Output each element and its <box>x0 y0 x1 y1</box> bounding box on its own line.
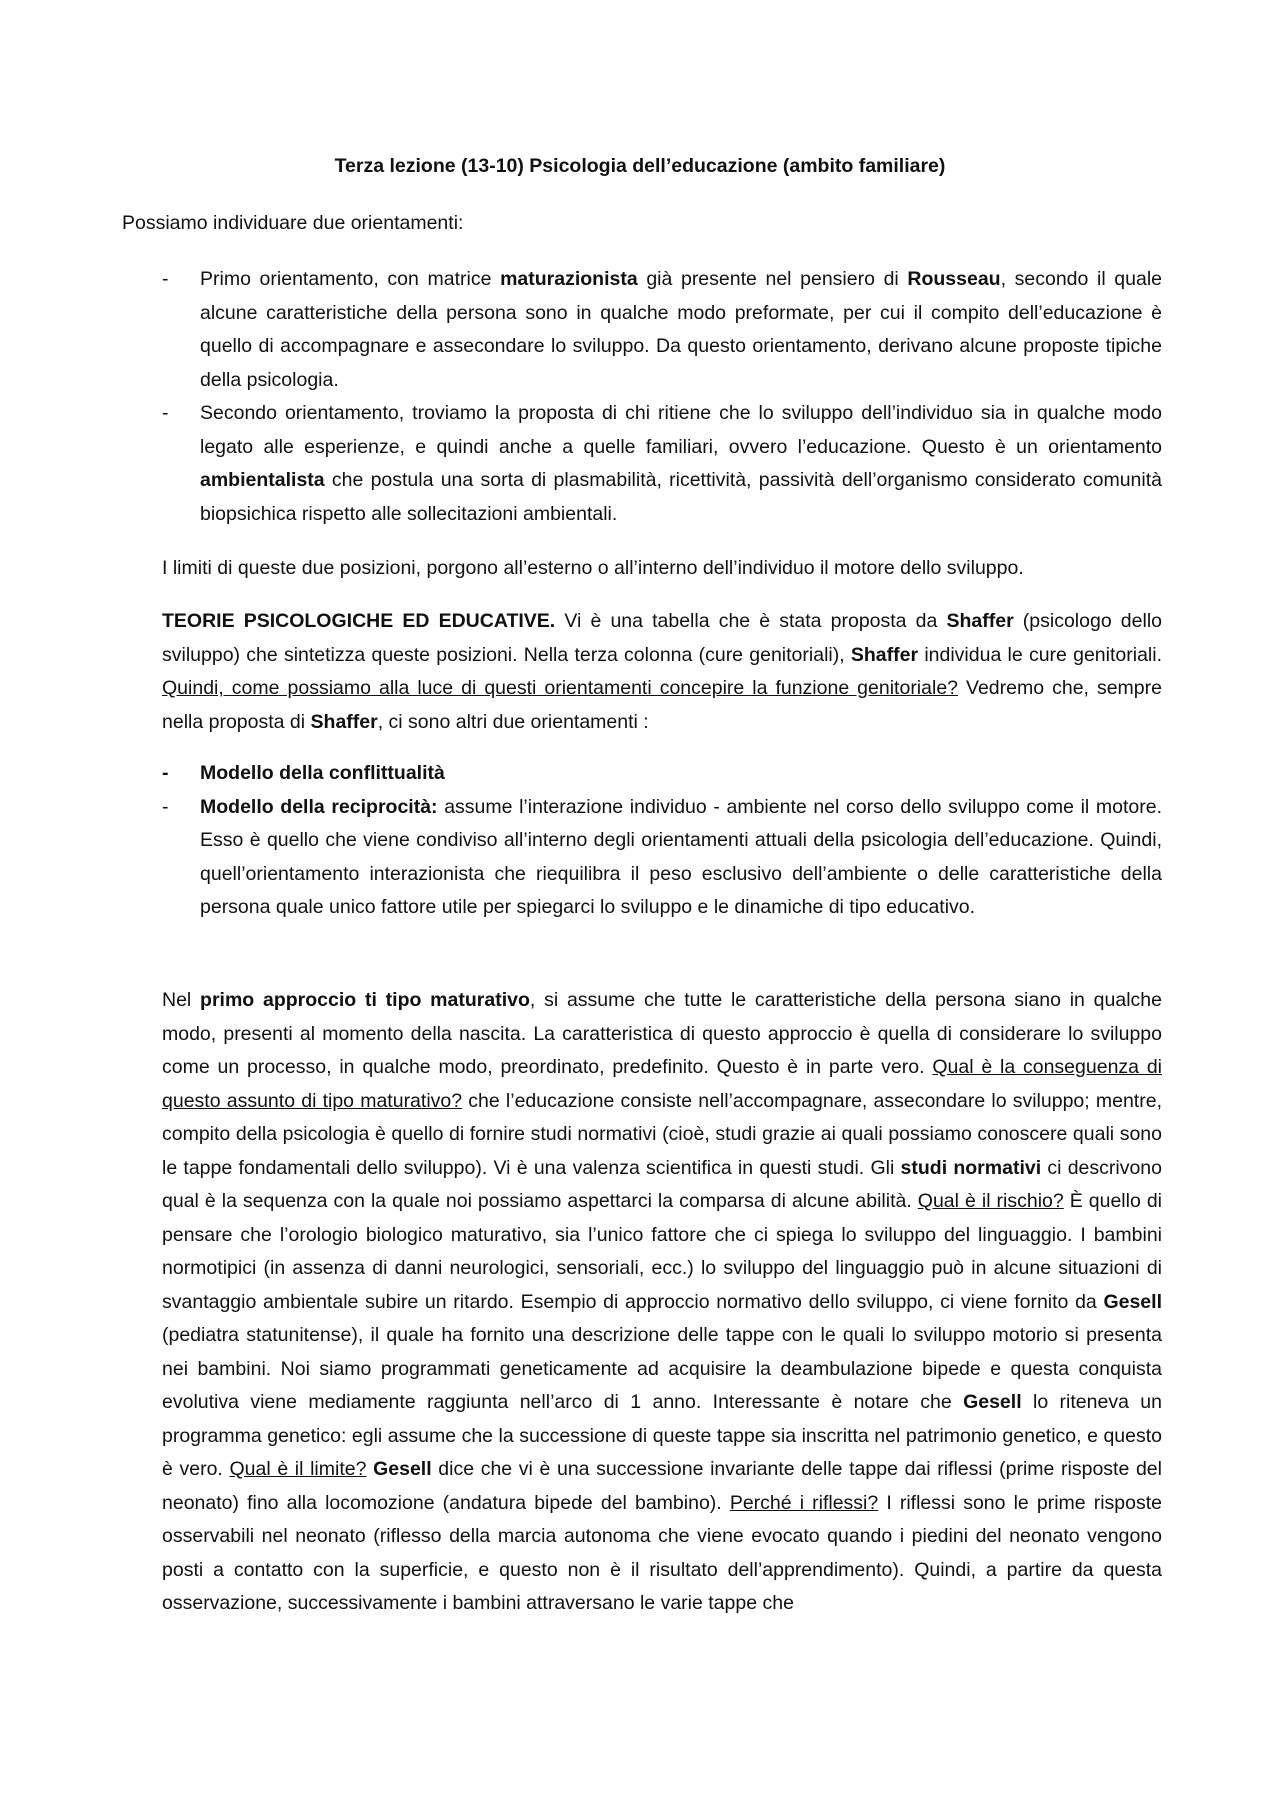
bullet-dash: - <box>162 402 169 424</box>
text-run: ci descrivono qual è la sequenza con la quale noi possiamo aspettarci la comparsa di alcune abilità. <box>162 1156 1162 1212</box>
underlined-question: Qual è la conseguenza di questo assunto di tipo maturativo? <box>162 1056 1162 1112</box>
text-run: , si assume che tutte le caratteristiche della persona siano in qualche modo, presenti al momento della nascita. La caratteristica di questo approccio è quella di considerare lo sviluppo come un processo, in qualche modo, preordinato, predefinito. Questo è in parte vero. <box>162 989 1162 1078</box>
text-run: I riflessi sono le prime risposte osservabili nel neonato (riflesso della marcia autonoma che viene evocato quando i piedini del neonato vengono posti a contatto con la superficie, e questo non è il risultato dell’apprendimento). Quindi, a partire da questa osservazione, successivamente i bambini attraversano le varie tappe che <box>162 1491 1162 1614</box>
bold-term: Gesell <box>373 1458 432 1480</box>
list-item-reciprocita <box>122 791 1162 925</box>
teorie-paragraph <box>162 605 1162 739</box>
modelli-list <box>122 757 1162 925</box>
text-run: , secondo il quale alcune caratteristiche della persona sono in qualche modo preformate, per cui il compito dell’educazione è quello di accompagnare e assecondare lo sviluppo. Da questo orientamento, derivano alcune proposte tipiche della psicologia. <box>200 268 1163 391</box>
bullet-dash: - <box>162 762 169 784</box>
bold-term: Gesell <box>963 1391 1022 1413</box>
intro-paragraph: Possiamo individuare due orientamenti: <box>122 212 464 234</box>
bold-term: ambientalista <box>200 469 325 491</box>
underlined-question: Perché i riflessi? <box>729 1491 879 1514</box>
text-run: lo riteneva un programma genetico: egli assume che la successione di queste tappe sia inscritta nel patrimonio genetico, e questo è vero. <box>162 1391 1163 1480</box>
text-run: , ci sono altri due orientamenti : <box>377 710 649 733</box>
bold-term: studi normativi <box>900 1156 1042 1179</box>
orientamenti-list <box>122 263 1162 531</box>
bold-term: Shaffer <box>946 610 1014 632</box>
text-run: che l’educazione consiste nell’accompagnare, assecondare lo sviluppo; mentre, compito della psicologia è quello di fornire studi normativi (cioè, studi grazie ai quali possiamo conoscere quali sono le tappe fondamentali dello sviluppo). Vi è una valenza scientifica in questi studi. Gli <box>162 1089 1162 1179</box>
bold-term: Shaffer <box>850 643 919 666</box>
text-run: È quello di pensare che l’orologio biologico maturativo, sia l’unico fattore che ci spiega lo sviluppo del linguaggio. I bambini normotipici (in assenza di danni neurologici, sensoriali, ecc.) lo sviluppo del linguaggio può in alcune situazioni di svantaggio ambientale subire un ritardo. Esempio di approccio normativo dello sviluppo, ci viene fornito da <box>162 1190 1162 1313</box>
text-run: Secondo orientamento, troviamo la proposta di chi ritiene che lo sviluppo dell’individuo sia in qualche modo legato alle esperienze, e quindi anche a quelle familiari, ovvero l’educazione. Questo è un orientamento <box>200 402 1162 458</box>
underlined-question: Qual è il rischio? <box>917 1190 1064 1212</box>
text-run: già presente nel pensiero di <box>637 268 908 290</box>
limiti-paragraph: I limiti di queste due posizioni, porgono all’esterno o all’interno dell’individuo il motore dello sviluppo. <box>162 557 1024 579</box>
bold-term: Modello della reciprocità: <box>200 795 438 818</box>
list-item-conflittualita <box>122 757 1162 791</box>
text-run: Vedremo che, sempre nella proposta di <box>162 677 1162 733</box>
text-run: Nel <box>162 989 201 1011</box>
bold-term: Shaffer <box>310 710 378 733</box>
section-heading: TEORIE PSICOLOGICHE ED EDUCATIVE. <box>162 610 556 632</box>
text-run: Vi è una tabella che è stata proposta da <box>555 610 947 632</box>
list-item-secondo-orientamento <box>122 397 1162 531</box>
bold-term: Gesell <box>1103 1290 1162 1313</box>
approccio-paragraph <box>162 984 1162 1621</box>
underlined-question: Quindi, come possiamo alla luce di questi orientamenti concepire la funzione genitoriale? <box>162 677 959 699</box>
text-run: Primo orientamento, con matrice <box>200 268 501 290</box>
text-run: (pediatra statunitense), il quale ha fornito una descrizione delle tappe con le quali lo sviluppo motorio si presenta nei bambini. Noi siamo programmati geneticamente ad acquisire la deambulazione bipede e questa conquista evolutiva viene mediamente raggiunta nell’arco di 1 anno. Interessante è notare che <box>162 1324 1162 1413</box>
list-item-primo-orientamento <box>122 263 1162 397</box>
bullet-dash: - <box>162 268 169 290</box>
bold-term: Modello della conflittualità <box>200 762 445 784</box>
underlined-question: Qual è il limite? <box>229 1458 367 1480</box>
text-run: dice che vi è una successione invariante delle tappe dai riflessi (prime risposte del neonato) fino alla locomozione (andatura bipede del bambino). <box>162 1458 1162 1514</box>
bullet-dash: - <box>162 795 169 818</box>
bold-term: primo approccio ti tipo maturativo <box>200 989 530 1011</box>
bold-term: maturazionista <box>500 268 638 290</box>
bold-term: Rousseau <box>907 268 1001 290</box>
page-title: Terza lezione (13-10) Psicologia dell’educazione (ambito familiare) <box>334 155 946 177</box>
text-run: individua le cure genitoriali. <box>918 643 1162 666</box>
text-run: (psicologo dello sviluppo) che sintetizza queste posizioni. Nella terza colonna (cure genitoriali), <box>162 610 1162 666</box>
text-run: che postula una sorta di plasmabilità, ricettività, passività dell’organismo considerato comunità biopsichica rispetto alle sollecitazioni ambientali. <box>200 469 1162 525</box>
text-run: assume l’interazione individuo - ambiente nel corso dello sviluppo come il motore. Esso è quello che viene condiviso all’interno degli orientamenti attuali della psicologia dell’educazione. Quindi, quell’orientamento interazionista che riequilibra il peso esclusivo dell’ambiente o delle caratteristiche della persona quale unico fattore utile per spiegarci lo sviluppo e le dinamiche di tipo educativo. <box>200 795 1162 918</box>
